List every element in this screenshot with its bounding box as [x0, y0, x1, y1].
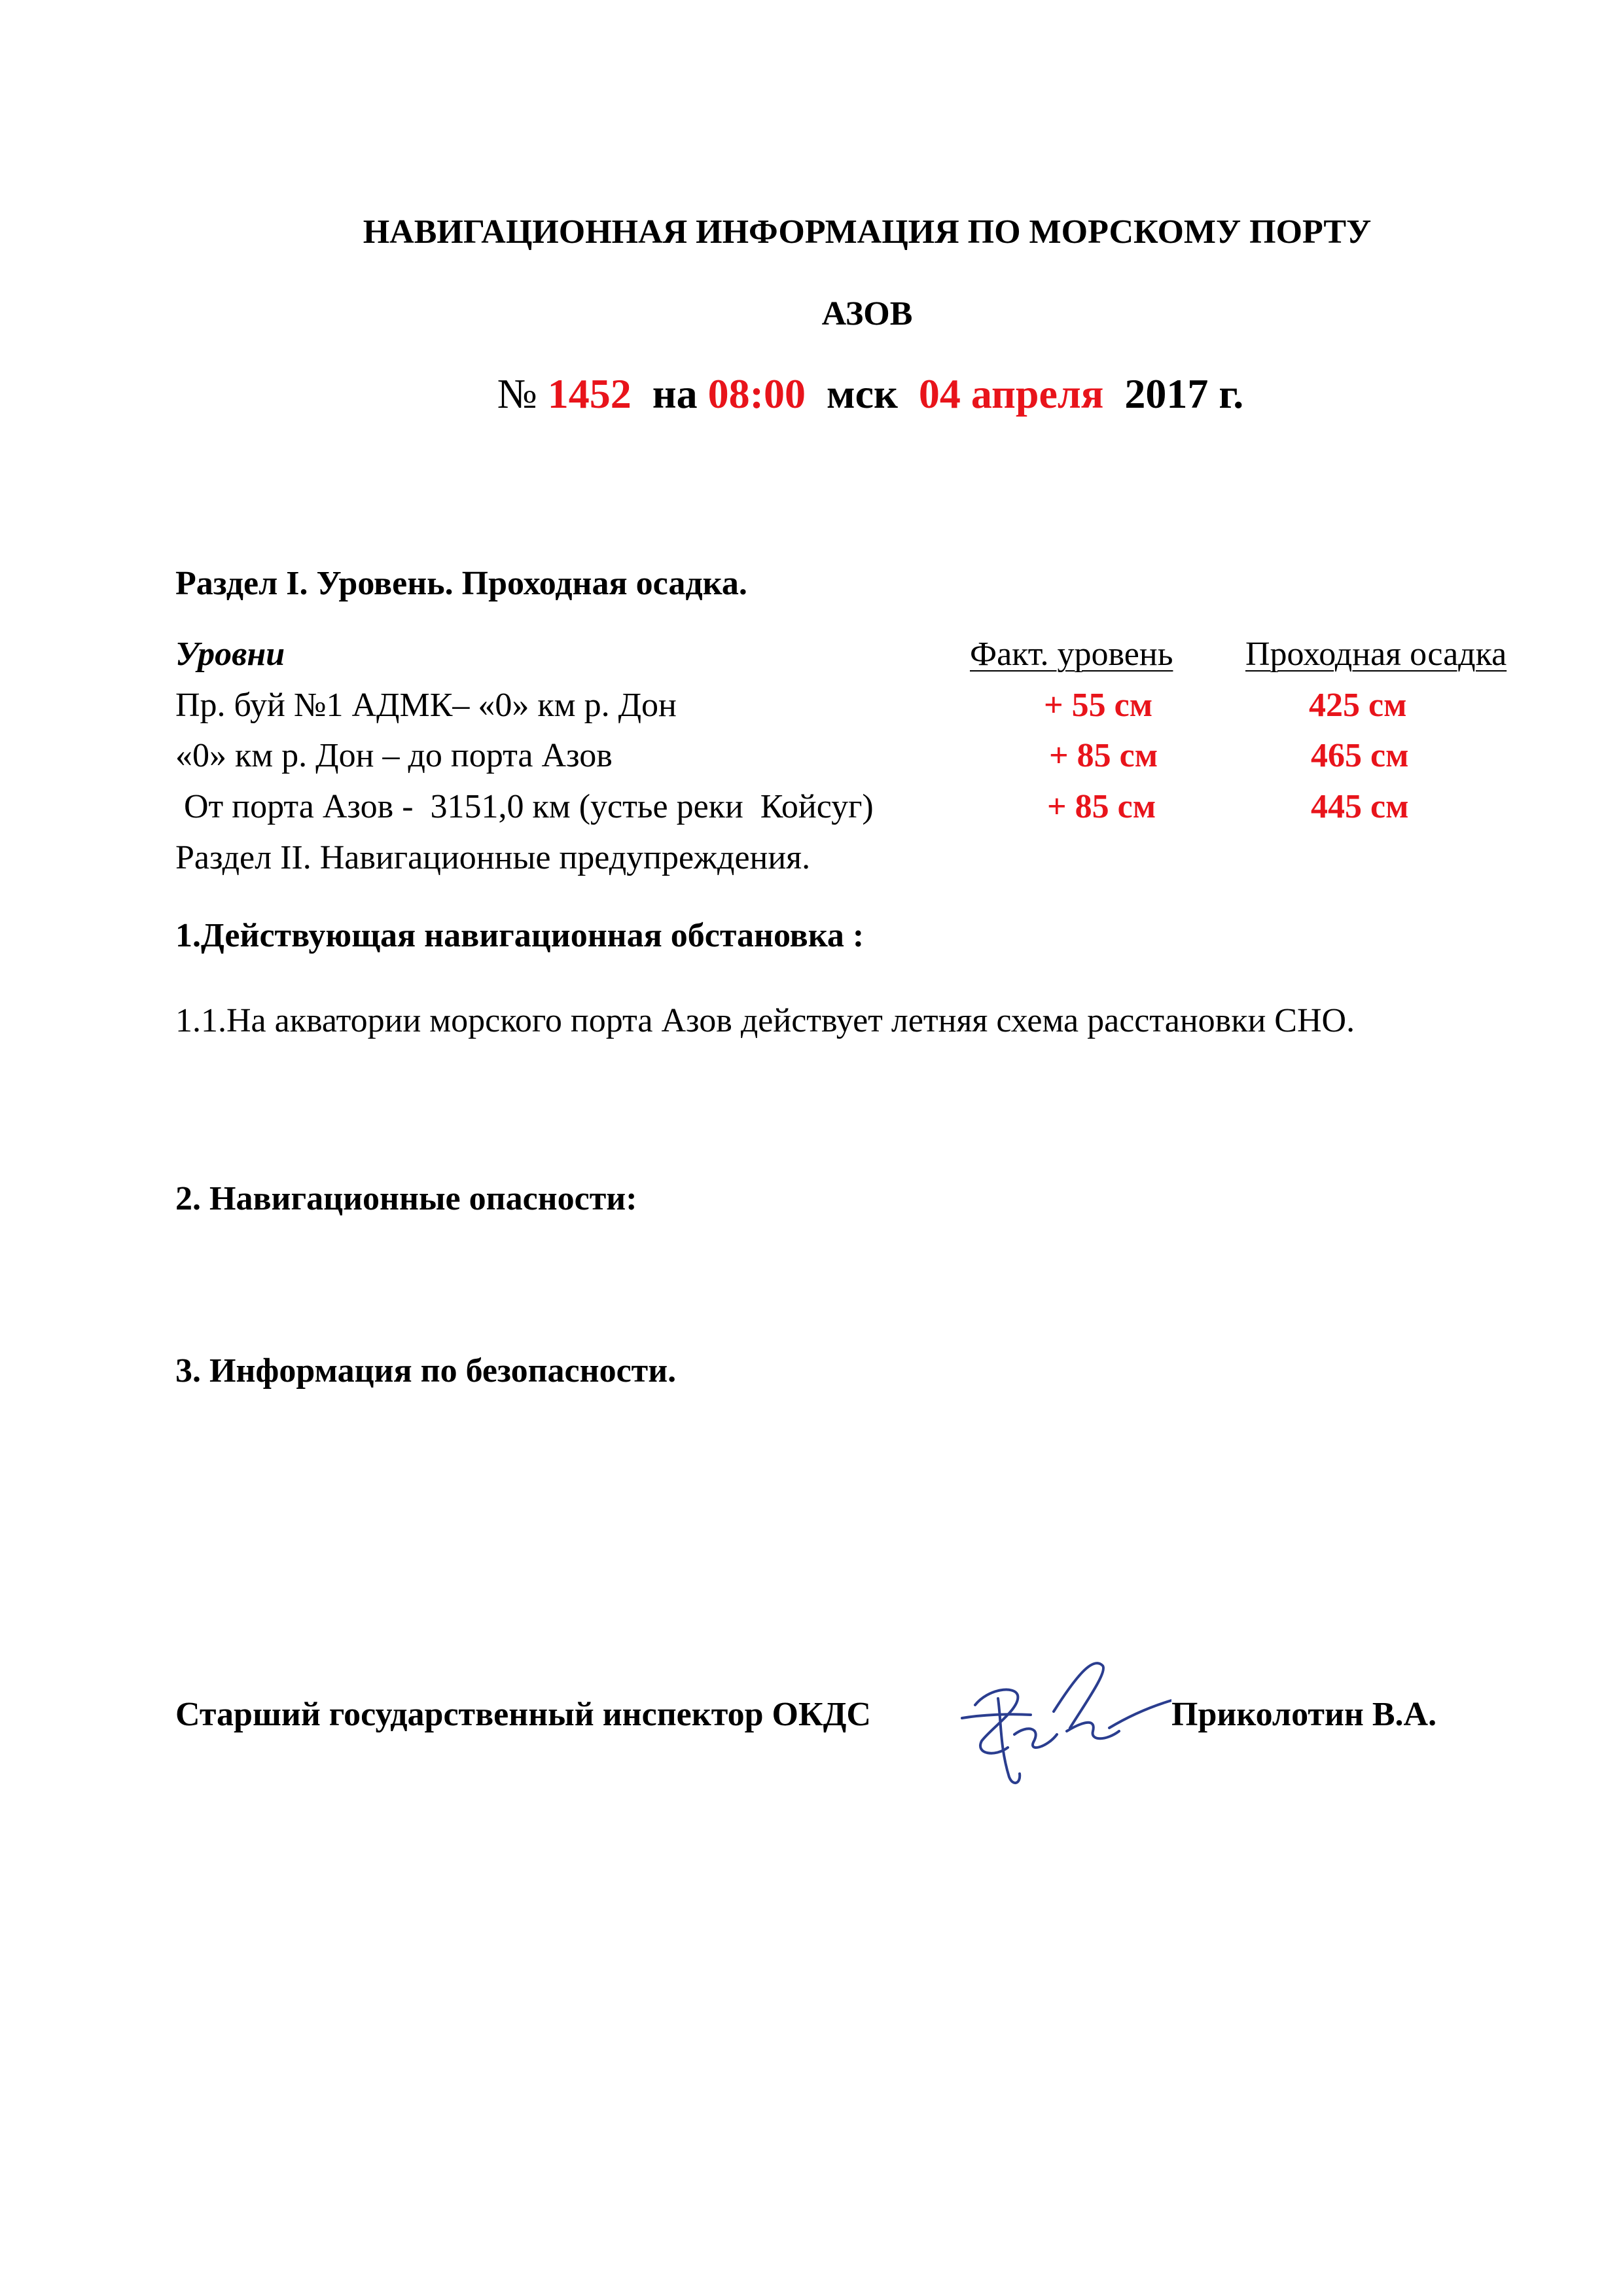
number-sign: №: [497, 370, 537, 417]
column-header-actual-level: Факт. уровень: [970, 636, 1173, 673]
column-header-draft: Проходная осадка: [1245, 636, 1507, 673]
bulletin-year: 2017 г.: [1124, 370, 1244, 417]
document-title-port: АЗОВ: [821, 295, 913, 332]
signatory-name: Приколотин В.А.: [1171, 1696, 1437, 1733]
bulletin-date: 04 апреля: [918, 370, 1104, 417]
column-header-levels: Уровни: [175, 636, 285, 673]
signatory-position: Старший государственный инспектор ОКДС: [175, 1696, 871, 1733]
table-row-draft: 425 см: [1309, 687, 1407, 724]
bulletin-number: 1452: [547, 370, 632, 417]
item1-text: 1.1.На акватории морского порта Азов действует летняя схема расстановки СНО.: [175, 1002, 1355, 1039]
table-row-name: Пр. буй №1 АДМК– «0» км р. Дон: [175, 687, 677, 724]
table-row-level: + 85 см: [1049, 737, 1158, 774]
item1-heading: 1.Действующая навигационная обстановка :: [175, 917, 865, 954]
item3-heading: 3. Информация по безопасности.: [175, 1352, 677, 1390]
table-row-name: «0» км р. Дон – до порта Азов: [175, 737, 613, 774]
section2-heading: Раздел II. Навигационные предупреждения.: [175, 839, 811, 876]
bulletin-time: 08:00: [707, 370, 806, 417]
section1-heading: Раздел I. Уровень. Проходная осадка.: [175, 565, 747, 602]
time-prefix: на: [652, 370, 698, 417]
table-row-level: + 55 см: [1044, 687, 1153, 724]
item2-heading: 2. Навигационные опасности:: [175, 1180, 637, 1217]
table-row-draft: 465 см: [1311, 737, 1409, 774]
bulletin-number-line: [0, 370, 1623, 418]
time-zone: мск: [826, 370, 898, 417]
document-title-line1: НАВИГАЦИОННАЯ ИНФОРМАЦИЯ ПО МОРСКОМУ ПОРТУ: [363, 213, 1372, 251]
signature-image: [936, 1649, 1171, 1793]
table-row-level: + 85 см: [1047, 788, 1156, 825]
table-row-name: От порта Азов - 3151,0 км (устье реки Койсуг): [175, 788, 874, 825]
table-row-draft: 445 см: [1311, 788, 1409, 825]
